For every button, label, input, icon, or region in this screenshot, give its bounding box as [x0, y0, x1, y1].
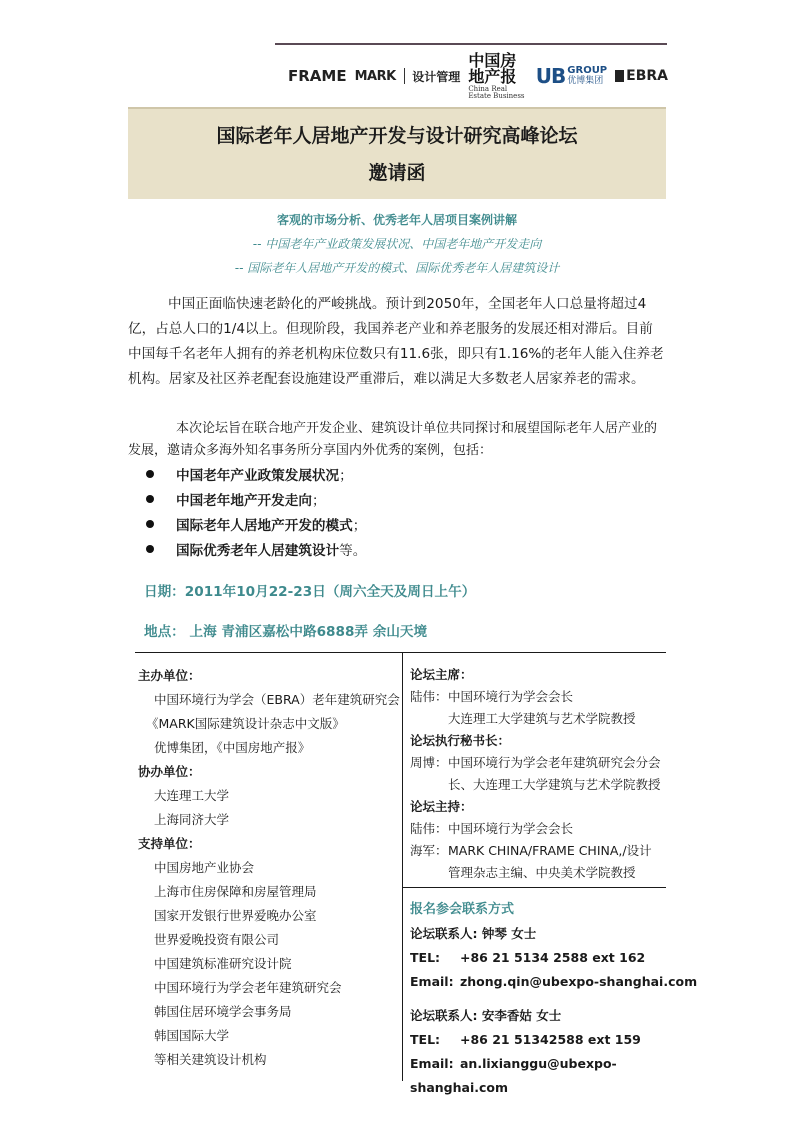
forum-host-row [410, 840, 666, 862]
topic-list [140, 461, 660, 561]
contact-email-1 [410, 970, 698, 994]
contact-divider [402, 887, 666, 888]
person-role: MARK CHINA/FRAME CHINA,/设计 [448, 843, 652, 858]
list-item: 优博集团，《中国房地产报》 [154, 740, 311, 755]
contact-heading: 报名参会联系方式 [410, 902, 515, 917]
topic-tail: ； [311, 492, 326, 509]
list-item: 世界爱晚投资有限公司 [154, 932, 280, 947]
bullet-icon [146, 520, 154, 528]
crebiz-en: China Real Estate Business [468, 84, 525, 100]
topic-text: 中国老年产业政策发展状况 [176, 467, 340, 484]
list-item: 等相关建筑设计机构 [154, 1052, 267, 1067]
contact-email-2 [410, 1052, 666, 1076]
topic-text: 国际优秀老年人居建筑设计 [176, 542, 340, 559]
support-units-label: 支持单位： [138, 836, 201, 851]
email-label: Email: [410, 1056, 454, 1071]
person-role: 中国环境行为学会会长 [448, 821, 574, 836]
organizers-column [138, 664, 400, 1072]
page-title: 国际老年人居地产开发与设计研究高峰论坛 [216, 125, 578, 147]
list-item [140, 461, 660, 486]
person-role-continued: 管理杂志主编、中央美术学院教授 [448, 865, 636, 880]
topic-text: 国际老年人居地产开发的模式 [176, 517, 353, 534]
forum-secretary-label: 论坛执行秘书长： [410, 733, 511, 748]
invitation-title: 邀请函 [368, 162, 426, 184]
person-name: 海军： [410, 843, 448, 858]
person-role-continued: 长、大连理工大学建筑与艺术学院教授 [448, 777, 661, 792]
contact-person-1: 论坛联系人: 钟琴 女士 [410, 926, 537, 941]
china-real-estate-business-logo [468, 50, 527, 100]
bullet-icon [146, 470, 154, 478]
topic-tail: 等。 [339, 542, 367, 559]
list-item: 韩国住居环境学会事务局 [154, 1004, 292, 1019]
ub-mark: UB [535, 64, 566, 88]
bullet-icon [146, 495, 154, 503]
event-place: 地点： 上海 青浦区嘉松中路6888弄 余山天境 [144, 624, 428, 640]
forum-chair-label: 论坛主席： [410, 667, 473, 682]
list-item: 上海同济大学 [154, 812, 230, 827]
list-item: 中国环境行为学会老年建筑研究会 [154, 980, 342, 995]
person-role: 中国环境行为学会老年建筑研究会分会 [448, 755, 661, 770]
topic-text: 中国老年地产开发走向 [176, 492, 312, 509]
ebra-text: EBRA [626, 68, 668, 84]
intro-paragraph-1: 中国正面临快速老龄化的严峻挑战。预计到2050年，全国老年人口总量将超过4亿，占总人口的1/4以上。但现阶段，我国养老产业和养老服务的发展还相对滞后。目前中国每千名老年人拥有的养老机构床位数只有11.6张，即只有1.16%的老年人能入住养老机构。居家及社区养老配套设施建设严重滞后，难以满足大多数老人居家养老的需求。 [128, 296, 664, 387]
contact-person-2: 论坛联系人: 安李香姑 女士 [410, 1008, 562, 1023]
forum-secretary-row [410, 752, 666, 774]
email-link[interactable]: an.lixianggu@ubexpo- [460, 1056, 617, 1071]
frame-logo: FRAME [288, 67, 347, 85]
forum-chair-row [410, 686, 666, 708]
topic-tail: ； [339, 467, 353, 484]
subtitle-item-1: -- 中国老年产业政策发展状况、中国老年地产开发走向 [252, 237, 542, 251]
contact-phone-1 [410, 946, 666, 970]
host-units-label: 主办单位： [138, 668, 201, 683]
list-item [140, 486, 660, 511]
event-date: 日期：2011年10月22-23日（周六全天及周日上午） [144, 584, 476, 600]
spacer [410, 994, 666, 1004]
list-item: 国家开发银行世界爱晚办公室 [154, 908, 317, 923]
logo-divider [404, 68, 405, 84]
forum-host-label: 论坛主持： [410, 799, 473, 814]
contact-phone-2 [410, 1028, 666, 1052]
person-name: 陆伟： [410, 821, 448, 836]
co-units-label: 协办单位： [138, 764, 201, 779]
person-role: 中国环境行为学会会长 [448, 689, 574, 704]
section-divider [135, 652, 666, 653]
phone-label: TEL: [410, 950, 441, 965]
subtitle-item-2: -- 国际老年人居地产开发的模式、国际优秀老年人居建筑设计 [234, 261, 560, 275]
list-item: 大连理工大学 [154, 788, 230, 803]
contact-section [410, 898, 698, 1100]
list-item: 中国环境行为学会（EBRA）老年建筑研究会 [154, 692, 400, 707]
email-link[interactable]: zhong.qin@ubexpo-shanghai.com [460, 974, 698, 989]
ub-text [567, 66, 607, 86]
topic-tail: ； [352, 517, 367, 534]
ub-cn-text: 优博集团 [567, 75, 604, 86]
subtitle-main: 客观的市场分析、优秀老年人居项目案例讲解 [276, 213, 517, 227]
ub-group-text: GROUP [567, 65, 608, 77]
forum-staff-column [410, 664, 666, 884]
person-role-continued: 大连理工大学建筑与艺术学院教授 [448, 711, 636, 726]
design-management-logo: 设计管理 [412, 69, 461, 84]
ebra-box-icon [615, 70, 624, 82]
intro-paragraph-2: 本次论坛旨在联合地产开发企业、建筑设计单位共同探讨和展望国际老年人居产业的发展，邀请众多海外知名事务所分享国内外优秀的案例，包括： [128, 421, 658, 458]
phone-number: +86 21 5134 2588 ext 162 [460, 950, 646, 965]
ebra-logo [615, 68, 668, 84]
phone-label: TEL: [410, 1032, 441, 1047]
partner-logos [288, 50, 668, 100]
ub-group-logo [536, 64, 607, 88]
column-divider [402, 653, 403, 1081]
list-item: 韩国国际大学 [154, 1028, 230, 1043]
phone-number: +86 21 51342588 ext 159 [460, 1032, 641, 1047]
list-item: 上海市住房保障和房屋管理局 [154, 884, 317, 899]
person-name: 陆伟： [410, 689, 448, 704]
crebiz-cn: 中国房地产报 [468, 50, 517, 86]
list-item [140, 511, 660, 536]
list-item: 中国房地产业协会 [154, 860, 255, 875]
list-item: 《MARK国际建筑设计杂志中文版》 [146, 716, 345, 731]
email-link-continued[interactable]: shanghai.com [410, 1080, 509, 1095]
person-name: 周博： [410, 755, 448, 770]
header-rule [275, 43, 667, 45]
forum-host-row [410, 818, 666, 840]
mark-logo: MARK [354, 68, 396, 84]
email-label: Email: [410, 974, 454, 989]
list-item: 中国建筑标准研究设计院 [154, 956, 292, 971]
list-item [140, 536, 660, 561]
bullet-icon [146, 545, 154, 553]
